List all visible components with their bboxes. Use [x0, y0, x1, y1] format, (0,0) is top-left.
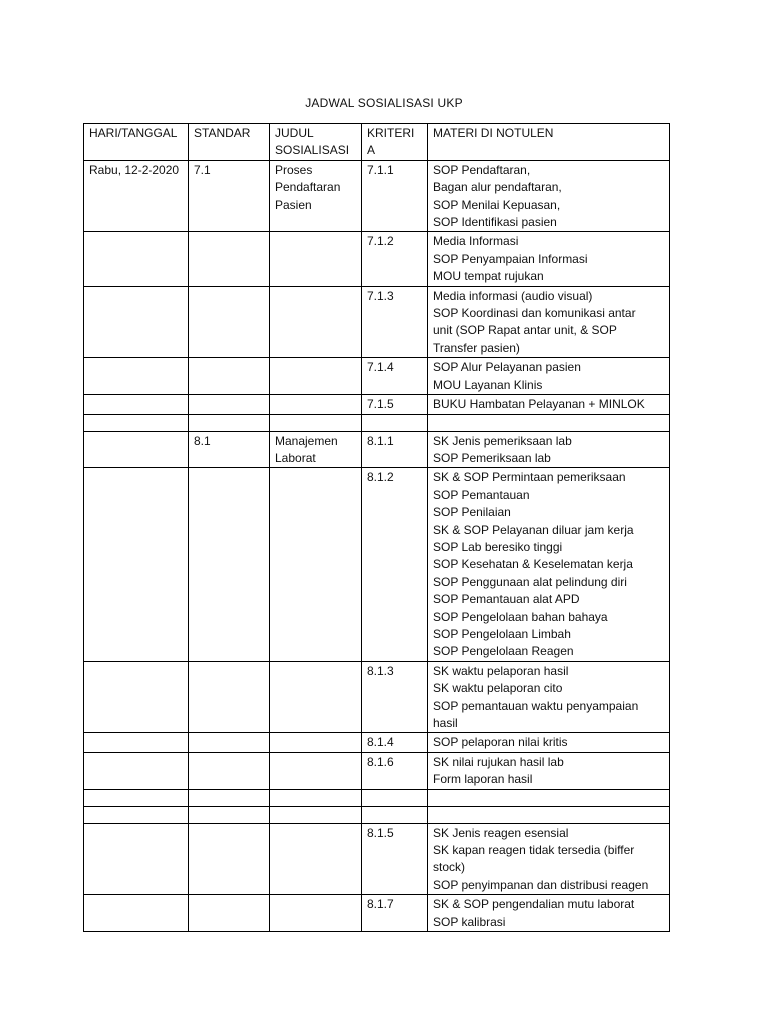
header-kriteria: KRITERIA: [362, 124, 428, 161]
table-row: [84, 789, 670, 806]
header-materi: MATERI DI NOTULEN: [428, 124, 670, 161]
cell-judul: [270, 733, 362, 752]
materi-item: SOP penyimpanan dan distribusi reagen: [433, 877, 649, 892]
table-row: [84, 806, 670, 823]
cell-hari-tanggal: [84, 395, 189, 414]
cell-kriteria: 7.1.1: [362, 160, 428, 232]
cell-standar: [189, 806, 270, 823]
cell-judul: [270, 358, 362, 395]
header-hari-tanggal: HARI/TANGGAL: [84, 124, 189, 161]
cell-standar: [189, 895, 270, 932]
cell-hari-tanggal: [84, 468, 189, 661]
cell-standar: [189, 661, 270, 733]
cell-materi: [428, 431, 670, 468]
schedule-table: [83, 123, 670, 932]
cell-hari-tanggal: [84, 733, 189, 752]
cell-hari-tanggal: [84, 823, 189, 895]
materi-item: SK Jenis pemeriksaan lab: [433, 433, 572, 448]
materi-item: MOU tempat rujukan: [433, 269, 544, 284]
materi-item: SOP Lab beresiko tinggi: [433, 539, 563, 554]
cell-kriteria: [362, 414, 428, 431]
materi-item: SOP Pengelolaan bahan bahaya: [433, 609, 608, 624]
cell-kriteria: [362, 789, 428, 806]
materi-item: SOP Penilaian: [433, 505, 511, 520]
cell-hari-tanggal: [84, 895, 189, 932]
materi-item: SOP pemantauan waktu penyampaian: [433, 698, 639, 713]
cell-materi: [428, 468, 670, 661]
cell-kriteria: 8.1.2: [362, 468, 428, 661]
materi-item: SOP kalibrasi: [433, 914, 506, 929]
materi-item: SOP Menilai Kepuasan,: [433, 197, 561, 212]
materi-item: SOP Pemantauan alat APD: [433, 592, 580, 607]
materi-item: SOP Pengelolaan Limbah: [433, 626, 571, 641]
cell-kriteria: 8.1.7: [362, 895, 428, 932]
cell-judul: [270, 468, 362, 661]
materi-item: SOP Pemeriksaan lab: [433, 450, 551, 465]
cell-materi: [428, 789, 670, 806]
table-row: [84, 358, 670, 395]
cell-kriteria: 7.1.5: [362, 395, 428, 414]
cell-materi: [428, 395, 670, 414]
materi-item: MOU Layanan Klinis: [433, 377, 543, 392]
materi-item: Transfer pasien): [433, 340, 520, 355]
cell-judul: [270, 414, 362, 431]
table-row: [84, 160, 670, 232]
cell-judul: [270, 752, 362, 789]
materi-item: SOP Pengelolaan Reagen: [433, 644, 574, 659]
table-row: [84, 395, 670, 414]
materi-item: SK kapan reagen tidak tersedia (biffer: [433, 843, 635, 858]
cell-standar: 7.1: [189, 160, 270, 232]
cell-judul: [270, 806, 362, 823]
materi-item: SOP pelaporan nilai kritis: [433, 735, 568, 750]
cell-kriteria: [362, 806, 428, 823]
materi-item: Bagan alur pendaftaran,: [433, 180, 562, 195]
cell-hari-tanggal: [84, 661, 189, 733]
materi-item: SK & SOP pengendalian mutu laborat: [433, 897, 635, 912]
materi-item: SOP Kesehatan & Keselematan kerja: [433, 557, 633, 572]
materi-item: stock): [433, 860, 466, 875]
header-judul-sosialisasi: JUDUL SOSIALISASI: [270, 124, 362, 161]
header-standar: STANDAR: [189, 124, 270, 161]
cell-kriteria: 8.1.6: [362, 752, 428, 789]
cell-standar: [189, 395, 270, 414]
materi-item: SOP Penggunaan alat pelindung diri: [433, 574, 627, 589]
cell-standar: [189, 823, 270, 895]
materi-item: SOP Koordinasi dan komunikasi antar: [433, 306, 636, 321]
cell-judul: [270, 395, 362, 414]
materi-item: SOP Identifikasi pasien: [433, 215, 557, 230]
cell-judul: [270, 823, 362, 895]
cell-standar: [189, 468, 270, 661]
materi-item: SK waktu pelaporan hasil: [433, 663, 569, 678]
materi-item: unit (SOP Rapat antar unit, & SOP: [433, 323, 617, 338]
cell-materi: [428, 733, 670, 752]
materi-item: SOP Pemantauan: [433, 487, 530, 502]
materi-item: SK Jenis reagen esensial: [433, 825, 569, 840]
cell-hari-tanggal: [84, 358, 189, 395]
cell-standar: [189, 414, 270, 431]
cell-hari-tanggal: Rabu, 12-2-2020: [84, 160, 189, 232]
cell-judul: Manajemen Laborat: [270, 431, 362, 468]
materi-item: SOP Alur Pelayanan pasien: [433, 360, 581, 375]
materi-item: SK & SOP Pelayanan diluar jam kerja: [433, 522, 634, 537]
materi-item: Media Informasi: [433, 234, 519, 249]
cell-judul: [270, 232, 362, 286]
materi-item: SK & SOP Permintaan pemeriksaan: [433, 470, 626, 485]
materi-item: Form laporan hasil: [433, 772, 533, 787]
cell-materi: [428, 232, 670, 286]
cell-judul: [270, 661, 362, 733]
materi-item: hasil: [433, 716, 458, 730]
cell-kriteria: 8.1.3: [362, 661, 428, 733]
cell-kriteria: 8.1.1: [362, 431, 428, 468]
cell-hari-tanggal: [84, 789, 189, 806]
table-row: [84, 232, 670, 286]
cell-judul: [270, 895, 362, 932]
materi-item: SK waktu pelaporan cito: [433, 681, 563, 696]
cell-judul: [270, 286, 362, 358]
cell-standar: [189, 358, 270, 395]
table-row: [84, 661, 670, 733]
cell-standar: [189, 733, 270, 752]
cell-materi: [428, 414, 670, 431]
cell-hari-tanggal: [84, 232, 189, 286]
materi-item: Media informasi (audio visual): [433, 288, 593, 303]
table-row: [84, 414, 670, 431]
cell-hari-tanggal: [84, 806, 189, 823]
cell-materi: [428, 806, 670, 823]
cell-kriteria: 8.1.4: [362, 733, 428, 752]
cell-kriteria: 7.1.2: [362, 232, 428, 286]
cell-kriteria: 7.1.3: [362, 286, 428, 358]
cell-standar: 8.1: [189, 431, 270, 468]
table-row: [84, 752, 670, 789]
table-row: [84, 286, 670, 358]
cell-standar: [189, 286, 270, 358]
materi-item: SOP Pendaftaran,: [433, 162, 531, 177]
cell-materi: [428, 358, 670, 395]
cell-hari-tanggal: [84, 286, 189, 358]
table-row: [84, 431, 670, 468]
cell-hari-tanggal: [84, 431, 189, 468]
cell-materi: [428, 823, 670, 895]
cell-standar: [189, 232, 270, 286]
materi-item: BUKU Hambatan Pelayanan + MINLOK: [433, 397, 645, 412]
cell-judul: Proses Pendaftaran Pasien: [270, 160, 362, 232]
cell-materi: [428, 895, 670, 932]
table-row: [84, 733, 670, 752]
cell-standar: [189, 789, 270, 806]
materi-item: SK nilai rujukan hasil lab: [433, 754, 564, 769]
materi-item: SOP Penyampaian Informasi: [433, 251, 588, 266]
cell-hari-tanggal: [84, 752, 189, 789]
cell-materi: [428, 661, 670, 733]
document-title: JADWAL SOSIALISASI UKP: [305, 96, 463, 110]
cell-materi: [428, 286, 670, 358]
cell-hari-tanggal: [84, 414, 189, 431]
cell-materi: [428, 752, 670, 789]
table-row: [84, 895, 670, 932]
table-header-row: [84, 124, 670, 161]
cell-materi: [428, 160, 670, 232]
cell-standar: [189, 752, 270, 789]
table-row: [84, 468, 670, 661]
table-row: [84, 823, 670, 895]
table-body: [84, 160, 670, 931]
cell-kriteria: 7.1.4: [362, 358, 428, 395]
cell-judul: [270, 789, 362, 806]
cell-kriteria: 8.1.5: [362, 823, 428, 895]
